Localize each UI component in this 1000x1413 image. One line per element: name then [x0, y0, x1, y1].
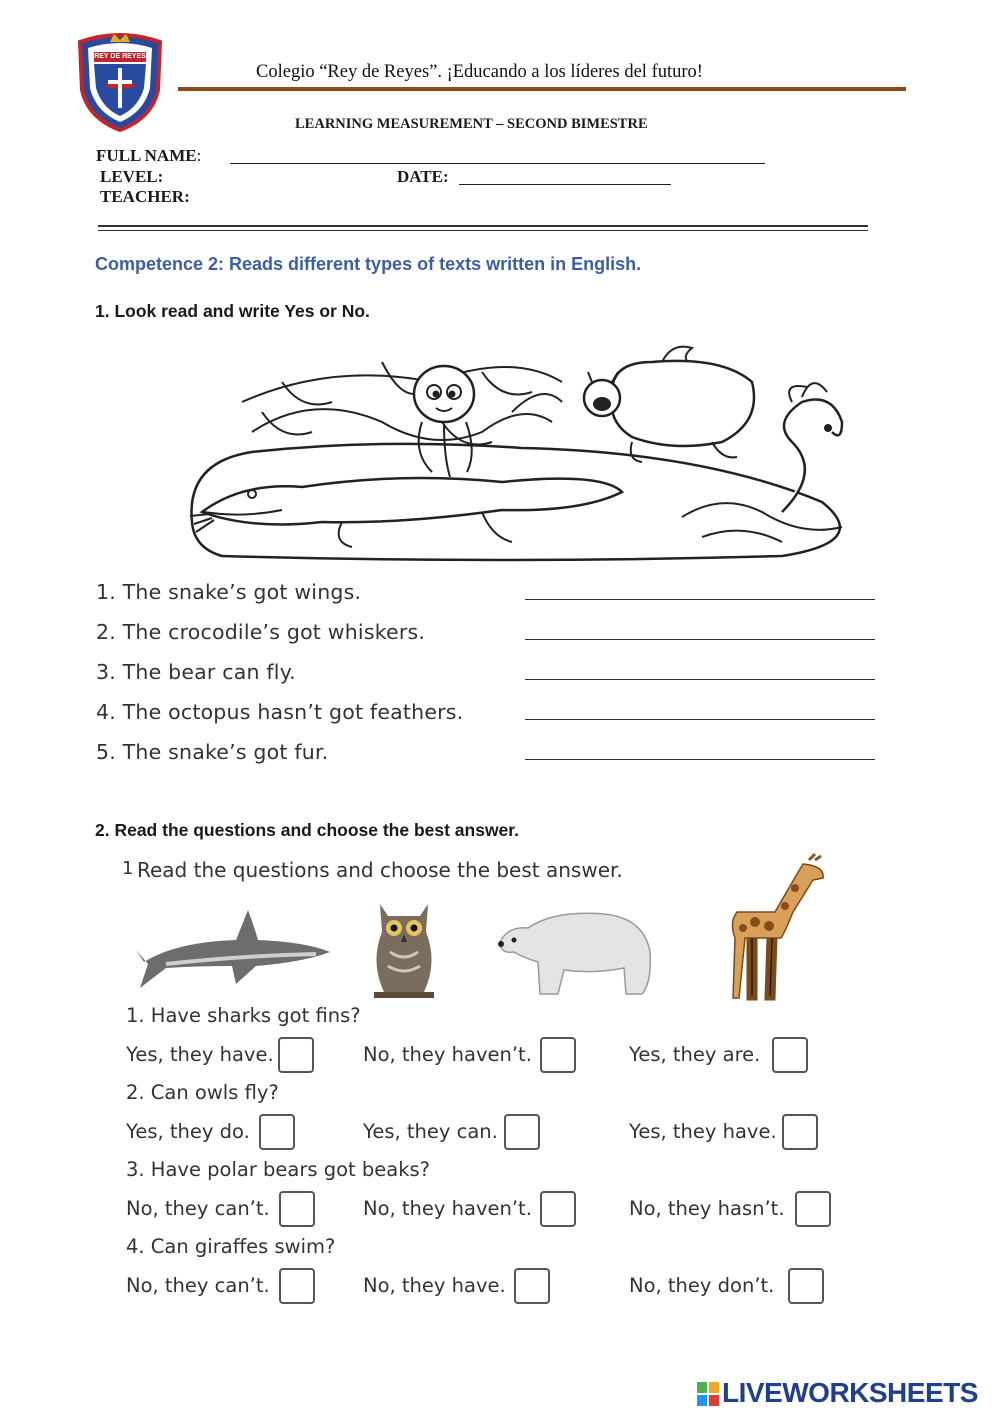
full-name-field[interactable] [230, 146, 765, 164]
question-2: 2. Can owls fly? [126, 1081, 279, 1104]
q2-checkbox-3[interactable] [782, 1114, 818, 1150]
instruction-mark: 1 [122, 858, 134, 879]
q1-checkbox-1[interactable] [278, 1037, 314, 1073]
level-label: LEVEL: [100, 167, 164, 186]
giraffe-image [715, 852, 831, 1004]
instruction-text: Read the questions and choose the best answer. [137, 858, 623, 882]
statement-3: 3. The bear can fly. [96, 660, 296, 684]
q1-checkbox-3[interactable] [772, 1037, 808, 1073]
date-field[interactable] [459, 167, 671, 185]
question-1: 1. Have sharks got fins? [126, 1004, 361, 1027]
q4-checkbox-2[interactable] [514, 1268, 550, 1304]
statement-2: 2. The crocodile’s got whiskers. [96, 620, 426, 644]
q3-option-3: No, they hasn’t. [629, 1197, 785, 1220]
q3-option-2: No, they haven’t. [363, 1197, 532, 1220]
q4-checkbox-3[interactable] [788, 1268, 824, 1304]
q4-option-3: No, they don’t. [629, 1274, 775, 1297]
q3-checkbox-2[interactable] [540, 1191, 576, 1227]
q1-option-3: Yes, they are. [629, 1043, 761, 1066]
answer-line-5[interactable] [525, 759, 875, 760]
polar-bear-image [494, 902, 654, 998]
header-rule [178, 87, 906, 91]
q2-option-3: Yes, they have. [629, 1120, 777, 1143]
q2-option-2: Yes, they can. [363, 1120, 498, 1143]
q4-option-1: No, they can’t. [126, 1274, 270, 1297]
question-3: 3. Have polar bears got beaks? [126, 1158, 431, 1181]
q4-option-2: No, they have. [363, 1274, 506, 1297]
date-label: DATE: [397, 167, 449, 186]
answer-line-2[interactable] [525, 639, 875, 640]
q3-checkbox-3[interactable] [795, 1191, 831, 1227]
statement-4: 4. The octopus hasn’t got feathers. [96, 700, 464, 724]
q1-option-1: Yes, they have. [126, 1043, 274, 1066]
header-divider [98, 225, 868, 227]
answer-line-1[interactable] [525, 599, 875, 600]
shark-image [136, 906, 332, 990]
q2-option-1: Yes, they do. [126, 1120, 250, 1143]
q3-checkbox-1[interactable] [279, 1191, 315, 1227]
q1-option-2: No, they haven’t. [363, 1043, 532, 1066]
exercise1-title: 1. Look read and write Yes or No. [95, 301, 370, 321]
answer-line-4[interactable] [525, 719, 875, 720]
liveworksheets-brand: LIVEWORKSHEETS [722, 1377, 978, 1408]
liveworksheets-logo-icon [697, 1382, 719, 1406]
q3-option-1: No, they can’t. [126, 1197, 270, 1220]
fantasy-animals-illustration [182, 342, 872, 564]
owl-image [366, 892, 442, 1002]
q4-checkbox-1[interactable] [279, 1268, 315, 1304]
school-motto: Colegio “Rey de Reyes”. ¡Educando a los líderes del futuro! [256, 62, 703, 82]
exercise2-title: 2. Read the questions and choose the best answer. [95, 820, 519, 840]
school-logo [74, 28, 166, 132]
full-name-label: FULL NAME: [96, 146, 202, 165]
answer-line-3[interactable] [525, 679, 875, 680]
statement-1: 1. The snake’s got wings. [96, 580, 362, 604]
teacher-label: TEACHER: [100, 187, 190, 206]
q2-checkbox-1[interactable] [259, 1114, 295, 1150]
competence-heading: Competence 2: Reads different types of texts written in English. [95, 254, 642, 274]
statement-5: 5. The snake’s got fur. [96, 740, 329, 764]
logo-text: REY DE REYES [94, 53, 146, 60]
q1-checkbox-2[interactable] [540, 1037, 576, 1073]
exam-title: LEARNING MEASUREMENT – SECOND BIMESTRE [295, 116, 648, 132]
question-4: 4. Can giraffes swim? [126, 1235, 336, 1258]
q2-checkbox-2[interactable] [504, 1114, 540, 1150]
header-divider-2 [98, 230, 868, 231]
